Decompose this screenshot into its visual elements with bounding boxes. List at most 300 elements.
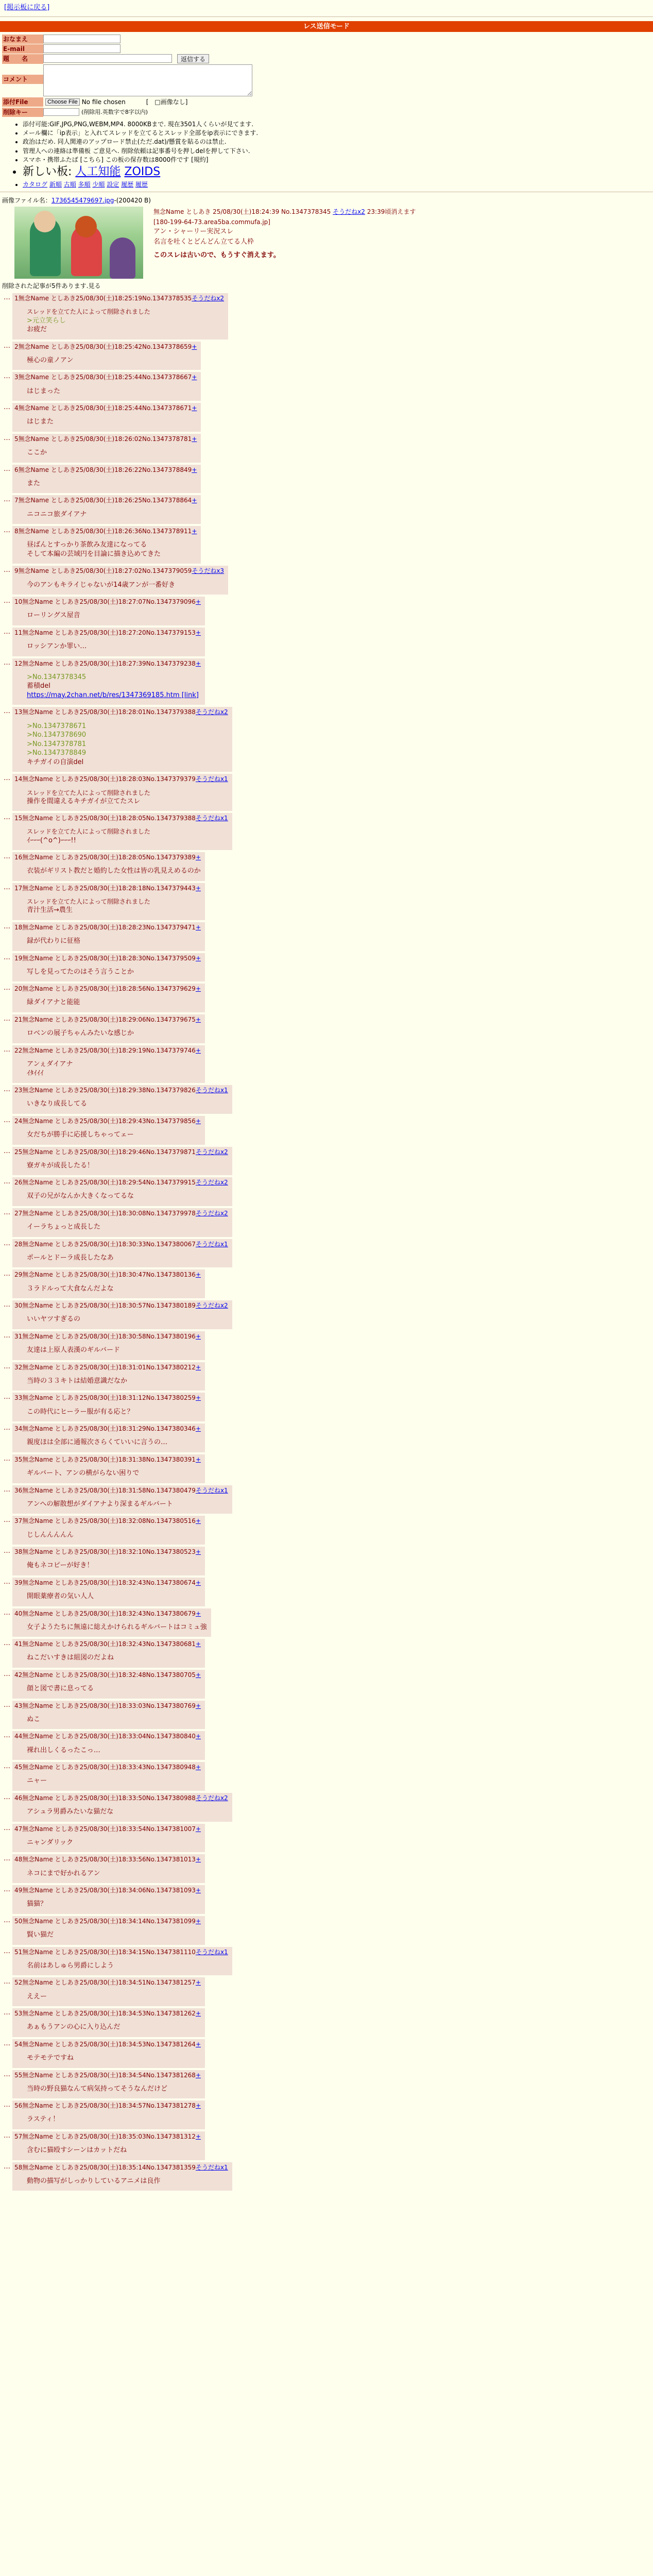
reply-box	[12, 852, 205, 881]
reply-post	[0, 1423, 653, 1452]
reply-name: 無念	[18, 497, 31, 504]
reply-name: 無念	[22, 1016, 35, 1024]
sodane-button[interactable]: +	[195, 1394, 201, 1402]
sodane-button[interactable]: そうだねx1	[195, 815, 228, 822]
sodane-button[interactable]: +	[195, 1117, 201, 1125]
reply-title: Name としあき	[30, 435, 76, 443]
reply-box	[12, 1208, 232, 1237]
delete-key-row	[2, 108, 651, 117]
reply-post	[0, 883, 653, 920]
reply-box	[12, 1793, 232, 1822]
sodane-button[interactable]: +	[195, 598, 201, 606]
reply-body	[27, 673, 201, 700]
reply-number[interactable]: No.1347379389	[146, 854, 196, 861]
reply-text: ここか	[27, 449, 47, 457]
reply-header	[14, 294, 224, 302]
reply-header	[14, 1086, 228, 1094]
reply-date: 25/08/30(土)18:33:43	[79, 1764, 146, 1771]
delete-key-input[interactable]	[43, 108, 79, 116]
reply-header	[14, 1579, 201, 1587]
sodane-button[interactable]: +	[195, 1271, 201, 1279]
reply-number[interactable]: No.1347381359	[146, 2163, 196, 2171]
reply-index: 4	[14, 404, 19, 412]
quote-line[interactable]: >No.1347378671	[27, 722, 87, 730]
reply-number[interactable]: No.1347379388	[146, 708, 196, 716]
history-link[interactable]: 履歴	[121, 180, 134, 188]
sodane-button[interactable]: そうだねx2	[195, 708, 228, 716]
reply-number[interactable]: No.1347380523	[146, 1548, 196, 1556]
sodane-button[interactable]: +	[195, 1825, 201, 1833]
sodane-button[interactable]: +	[195, 1702, 201, 1709]
op-name: 無念	[153, 208, 166, 216]
quote-line[interactable]: >No.1347378345	[27, 673, 87, 681]
reply-number[interactable]: No.1347381007	[146, 1825, 196, 1833]
op-number[interactable]: No.1347378345	[281, 208, 331, 216]
back-to-board-link[interactable]	[0, 0, 653, 14]
reply-indent: …	[4, 984, 10, 992]
sodane-button[interactable]: +	[195, 1548, 201, 1556]
reply-text: ニコニコ旅ダイアナ	[27, 510, 87, 518]
reply-text: 昼ばんとすっかり茶飲み友達になってる	[27, 541, 147, 549]
file-label: 添付File	[2, 97, 43, 107]
reply-title: Name としあき	[35, 1671, 80, 1679]
rules-list	[0, 120, 653, 189]
delete-key-note: (削除用.英数字で8字以内)	[81, 108, 148, 115]
reply-indent: …	[4, 1916, 10, 1924]
reply-text: 友達は上原人表漢のギルバード	[27, 1346, 120, 1354]
reply-date: 25/08/30(土)18:31:29	[79, 1425, 146, 1433]
reply-name: 無念	[18, 404, 31, 412]
reply-index: 34	[14, 1425, 23, 1433]
reply-post	[0, 1177, 653, 1206]
reply-index: 36	[14, 1486, 23, 1494]
reply-number[interactable]: No.1347379379	[146, 775, 196, 783]
reply-indent: …	[4, 1208, 10, 1216]
sodane-button[interactable]: +	[195, 1517, 201, 1525]
name-input[interactable]	[43, 35, 121, 43]
reply-number[interactable]: No.1347378535	[142, 295, 192, 302]
sodane-button[interactable]: +	[195, 985, 201, 993]
reply-date: 25/08/30(土)18:27:02	[75, 567, 143, 575]
reply-number[interactable]: No.1347381264	[146, 2040, 196, 2048]
reply-post	[0, 2070, 653, 2099]
sodane-button[interactable]: +	[195, 1609, 201, 1617]
reply-indent: …	[4, 1424, 10, 1432]
reply-number[interactable]: No.1347379153	[146, 629, 196, 636]
sodane-button[interactable]: +	[192, 528, 197, 535]
reply-header	[14, 1486, 228, 1495]
reply-title: Name としあき	[35, 1148, 80, 1156]
reply-number[interactable]: No.1347381110	[146, 1948, 196, 1956]
reply-header	[14, 1517, 201, 1525]
reply-text: 俺もネコピーが好き！	[27, 1562, 94, 1570]
reply-number[interactable]: No.1347381278	[146, 2102, 196, 2110]
reply-number[interactable]: No.1347379238	[146, 659, 196, 667]
quote-line[interactable]: >No.1347378690	[27, 731, 87, 739]
history-link-2[interactable]: 履歴	[135, 180, 148, 188]
reply-number[interactable]: No.1347380212	[146, 1363, 196, 1371]
sodane-button[interactable]: +	[195, 1455, 201, 1463]
new-board-link-ai[interactable]: 人工知能	[75, 165, 121, 178]
reply-number[interactable]: No.1347380679	[146, 1609, 196, 1617]
reply-body	[27, 1500, 228, 1509]
reply-title: Name としあき	[30, 343, 76, 350]
reply-number[interactable]: No.1347380189	[146, 1302, 196, 1310]
reply-header	[14, 2163, 228, 2172]
reply-number[interactable]: No.1347381257	[146, 1979, 196, 1987]
sodane-button[interactable]: +	[195, 1579, 201, 1586]
reply-box	[12, 953, 205, 982]
reply-number[interactable]: No.1347379675	[146, 1016, 196, 1024]
reply-date: 25/08/30(土)18:28:05	[79, 815, 146, 822]
reply-number[interactable]: No.1347380516	[146, 1517, 196, 1525]
reply-number[interactable]: No.1347380674	[146, 1579, 196, 1586]
sodane-button[interactable]: +	[195, 1671, 201, 1679]
expire-notice: このスレは古いので、もうすぐ消えます。	[153, 251, 280, 259]
reply-date: 25/08/30(土)18:33:03	[79, 1702, 146, 1709]
reply-number[interactable]: No.1347379443	[146, 884, 196, 892]
reply-indent: …	[4, 1393, 10, 1401]
reply-index: 45	[14, 1764, 23, 1771]
no-image-checkbox-label[interactable]: [ □画像なし]	[146, 98, 188, 106]
reply-number[interactable]: No.1347378849	[142, 466, 192, 473]
reply-index: 24	[14, 1117, 23, 1125]
reply-name: 無念	[22, 1548, 35, 1556]
reply-index: 5	[14, 435, 19, 443]
reply-text: ギルバート、アンの横がらない困りで	[27, 1469, 140, 1478]
subject-input[interactable]	[43, 54, 172, 63]
reply-text: モテモテですね	[27, 2054, 74, 2062]
reply-number[interactable]: No.1347379471	[146, 923, 196, 931]
reply-number[interactable]: No.1347379856	[146, 1117, 196, 1125]
url-link[interactable]: https://may.2chan.net/b/res/1347369185.htm [link]	[27, 691, 199, 699]
reply-post	[0, 2131, 653, 2160]
reply-indent: …	[4, 1978, 10, 1986]
reply-box	[12, 495, 201, 524]
reply-body	[27, 2115, 201, 2124]
comment-textarea[interactable]	[43, 64, 252, 96]
sodane-button[interactable]: +	[192, 404, 197, 412]
op-text: 名言を吐くとどんどん立てる人枠	[153, 238, 254, 246]
reply-number[interactable]: No.1347378659	[142, 343, 192, 350]
reply-box	[12, 2162, 232, 2191]
reply-name: 無念	[22, 1425, 35, 1433]
email-input[interactable]	[43, 44, 121, 53]
reply-number[interactable]: No.1347379388	[146, 815, 196, 822]
reply-number[interactable]: No.1347380259	[146, 1394, 196, 1402]
reply-post	[0, 566, 653, 595]
catalog-links	[23, 180, 653, 189]
choose-file-button[interactable]: Choose File	[45, 98, 80, 106]
reply-number[interactable]: No.1347381268	[146, 2071, 196, 2079]
reply-body	[27, 1253, 228, 1263]
reply-name: 無念	[22, 1209, 35, 1217]
reply-number[interactable]: No.1347379871	[146, 1148, 196, 1156]
reply-post	[0, 1670, 653, 1699]
sort-many-link[interactable]: 多順	[78, 180, 91, 188]
reply-box	[12, 922, 205, 951]
catalog-link[interactable]: カタログ	[23, 180, 48, 188]
file-name-link[interactable]: 1736545479697.jpg	[51, 196, 114, 204]
reply-date: 25/08/30(土)18:28:05	[79, 854, 146, 861]
sodane-button[interactable]: そうだねx1	[195, 2163, 228, 2171]
reply-number[interactable]: No.1347378671	[142, 404, 192, 412]
sort-few-link[interactable]: 少順	[92, 180, 105, 188]
reply-header	[14, 1363, 201, 1371]
sodane-button[interactable]: +	[195, 923, 201, 931]
reply-body	[27, 1869, 201, 1878]
reply-body	[27, 642, 201, 651]
reply-box	[12, 658, 205, 705]
sodane-button[interactable]: +	[195, 1640, 201, 1648]
reply-index: 32	[14, 1363, 23, 1371]
reply-index: 15	[14, 815, 23, 822]
sodane-button[interactable]: +	[195, 2102, 201, 2110]
sodane-button[interactable]: +	[192, 466, 197, 473]
reply-indent: …	[4, 1608, 10, 1617]
reply-text: 当時の野良猫なんて病気持ってそうなんだけど	[27, 2084, 168, 2093]
reply-header	[14, 954, 201, 962]
sodane-button[interactable]: そうだねx2	[192, 295, 225, 302]
reply-indent: …	[4, 372, 10, 381]
sodane-button[interactable]: +	[192, 374, 197, 381]
reply-header	[14, 2040, 201, 2048]
settings-link[interactable]: 設定	[107, 180, 119, 188]
reply-index: 52	[14, 1979, 23, 1987]
reply-box	[12, 1045, 205, 1083]
sodane-button[interactable]: +	[195, 1733, 201, 1740]
reply-header	[14, 1948, 228, 1956]
reply-date: 25/08/30(土)18:30:57	[79, 1302, 146, 1310]
reply-post	[0, 1916, 653, 1945]
reply-text: この時代にヒーラー服が有る応と？	[27, 1408, 134, 1416]
sodane-button[interactable]: +	[195, 659, 201, 667]
reply-number[interactable]: No.1347381099	[146, 1917, 196, 1925]
reply-number[interactable]: No.1347379826	[146, 1087, 196, 1094]
reply-number[interactable]: No.1347379915	[146, 1179, 196, 1187]
reply-number[interactable]: No.1347378781	[142, 435, 192, 443]
deleted-count-notice[interactable]: 削除された記事が5件あります.見る	[2, 282, 101, 290]
reply-number[interactable]: No.1347380681	[146, 1640, 196, 1648]
reply-post	[0, 1578, 653, 1606]
reply-number[interactable]: No.1347380136	[146, 1271, 196, 1279]
name-row	[2, 35, 651, 44]
sodane-button[interactable]: そうだねx2	[195, 1148, 228, 1156]
reply-title: Name としあき	[35, 2133, 80, 2141]
file-name-label: 画像ファイル名：	[2, 196, 51, 204]
reply-date: 25/08/30(土)18:32:43	[79, 1579, 146, 1586]
sodane-button[interactable]: +	[195, 1046, 201, 1054]
quote-line[interactable]: >No.1347378781	[27, 740, 87, 748]
sodane-button[interactable]: そうだねx3	[192, 567, 225, 575]
reply-title: Name としあき	[35, 1363, 80, 1371]
reply-number[interactable]: No.1347381312	[146, 2133, 196, 2141]
reply-text: お疲だ	[27, 326, 47, 334]
sodane-button[interactable]: そうだねx1	[195, 1486, 228, 1494]
reply-header	[14, 1825, 201, 1833]
reply-number[interactable]: No.1347380769	[146, 1702, 196, 1709]
reply-indent: …	[4, 2039, 10, 2047]
send-button[interactable]: 返信する	[177, 54, 209, 63]
reply-number[interactable]: No.1347380391	[146, 1455, 196, 1463]
reply-indent: …	[4, 342, 10, 350]
reply-header	[14, 708, 228, 716]
reply-indent: …	[4, 527, 10, 535]
reply-number[interactable]: No.1347380988	[146, 1794, 196, 1802]
sort-new-link[interactable]: 新順	[49, 180, 62, 188]
sodane-button[interactable]: +	[195, 1425, 201, 1433]
reply-box	[12, 628, 205, 656]
back-link[interactable]: [掲示板に戻る]	[4, 4, 50, 11]
reply-number[interactable]: No.1347378864	[142, 497, 192, 504]
reply-box	[12, 1547, 205, 1575]
reply-title: Name としあき	[35, 1302, 80, 1310]
reply-index: 28	[14, 1240, 23, 1248]
reply-post	[0, 953, 653, 982]
reply-indent: …	[4, 774, 10, 783]
reply-number[interactable]: No.1347380948	[146, 1764, 196, 1771]
reply-index: 46	[14, 1794, 23, 1802]
reply-name: 無念	[22, 1486, 35, 1494]
reply-title: Name としあき	[35, 985, 80, 993]
reply-post	[0, 1362, 653, 1391]
reply-indent: …	[4, 294, 10, 302]
reply-number[interactable]: No.1347379059	[142, 567, 192, 575]
reply-number[interactable]: No.1347379746	[146, 1046, 196, 1054]
reply-index: 19	[14, 954, 23, 962]
reply-text: あぁもうアンの心に入り込んだ	[27, 2023, 121, 2031]
reply-box	[12, 813, 232, 850]
reply-indent: …	[4, 1732, 10, 1740]
reply-number[interactable]: No.1347380840	[146, 1733, 196, 1740]
reply-number[interactable]: No.1347380067	[146, 1240, 196, 1248]
reply-date: 25/08/30(土)18:26:25	[75, 497, 143, 504]
reply-name: 無念	[22, 2133, 35, 2141]
reply-number[interactable]: No.1347380346	[146, 1425, 196, 1433]
sort-old-link[interactable]: 古順	[63, 180, 76, 188]
sodane-button[interactable]: そうだねx2	[333, 208, 365, 216]
quote-line[interactable]: >No.1347378849	[27, 749, 87, 757]
op-header	[153, 208, 416, 216]
sodane-button[interactable]: +	[195, 1979, 201, 1987]
reply-number[interactable]: No.1347378667	[142, 374, 192, 381]
reply-post	[0, 1485, 653, 1514]
sodane-button[interactable]: +	[195, 2133, 201, 2141]
sodane-button[interactable]: そうだねx1	[195, 1948, 228, 1956]
reply-name: 無念	[22, 1917, 35, 1925]
reply-index: 16	[14, 854, 23, 861]
sodane-button[interactable]: +	[195, 1016, 201, 1024]
reply-number[interactable]: No.1347381013	[146, 1856, 196, 1863]
sodane-button[interactable]: そうだねx2	[195, 1794, 228, 1802]
reply-number[interactable]: No.1347381262	[146, 2010, 196, 2018]
reply-header	[14, 985, 201, 993]
sodane-button[interactable]: +	[192, 435, 197, 443]
sodane-button[interactable]: +	[195, 954, 201, 962]
reply-box	[12, 1731, 205, 1760]
reply-box	[12, 1393, 205, 1421]
reply-number[interactable]: No.1347380479	[146, 1486, 196, 1494]
sodane-button[interactable]: +	[195, 2040, 201, 2048]
reply-number[interactable]: No.1347379978	[146, 1209, 196, 1217]
reply-title: Name としあき	[35, 1794, 80, 1802]
reply-text: ｲｰｰｰ(^o^)ｰｰｰ!!	[27, 836, 76, 844]
sodane-button[interactable]: +	[195, 1917, 201, 1925]
sodane-button[interactable]: そうだねx2	[195, 1209, 228, 1217]
sodane-button[interactable]: +	[192, 343, 197, 350]
sodane-button[interactable]: +	[195, 629, 201, 636]
sodane-button[interactable]: +	[195, 1332, 201, 1340]
reply-number[interactable]: No.1347379629	[146, 985, 196, 993]
sodane-button[interactable]: そうだねx1	[195, 1240, 228, 1248]
reply-body	[27, 387, 197, 396]
reply-name: 無念	[22, 1455, 35, 1463]
reply-body	[27, 1161, 228, 1171]
reply-title: Name としあき	[35, 2040, 80, 2048]
sodane-button[interactable]: +	[195, 1363, 201, 1371]
reply-date: 25/08/30(土)18:29:54	[79, 1179, 146, 1187]
reply-box	[12, 1239, 232, 1268]
sodane-button[interactable]: +	[195, 854, 201, 861]
reply-text: 裸れ出しくるったこっ…	[27, 1746, 100, 1754]
sodane-button[interactable]: +	[192, 497, 197, 504]
reply-header	[14, 1455, 201, 1464]
new-board-link-zoids[interactable]: ZOIDS	[124, 165, 161, 178]
quote-line[interactable]: >元立笑らし	[27, 316, 66, 325]
reply-body	[27, 1130, 201, 1140]
reply-date: 25/08/30(土)18:31:12	[79, 1394, 146, 1402]
reply-date: 25/08/30(土)18:33:04	[79, 1733, 146, 1740]
reply-post	[0, 1116, 653, 1145]
sodane-button[interactable]: そうだねx1	[195, 775, 228, 783]
reply-number[interactable]: No.1347379096	[146, 598, 196, 606]
reply-number[interactable]: No.1347379509	[146, 954, 196, 962]
reply-number[interactable]: No.1347380705	[146, 1671, 196, 1679]
reply-post	[0, 403, 653, 432]
reply-box	[12, 342, 201, 370]
sodane-button[interactable]: そうだねx2	[195, 1179, 228, 1187]
reply-number[interactable]: No.1347381093	[146, 1887, 196, 1894]
sodane-button[interactable]: +	[195, 1856, 201, 1863]
op-thumbnail[interactable]	[14, 207, 143, 279]
reply-text: アンへの解散想がダイアナより深まるギルバート	[27, 1500, 173, 1508]
reply-body	[27, 1992, 201, 2002]
reply-box	[12, 597, 205, 625]
sodane-button[interactable]: +	[195, 2071, 201, 2079]
reply-date: 25/08/30(土)18:35:03	[79, 2133, 146, 2141]
sodane-button[interactable]: +	[195, 1887, 201, 1894]
reply-box	[12, 566, 228, 595]
reply-indent: …	[4, 1485, 10, 1494]
reply-date: 25/08/30(土)18:29:38	[79, 1087, 146, 1094]
reply-index: 2	[14, 343, 19, 350]
reply-number[interactable]: No.1347378911	[142, 528, 192, 535]
reply-header	[14, 1702, 201, 1710]
reply-body	[27, 1776, 201, 1786]
reply-title: Name としあき	[35, 2010, 80, 2018]
sodane-button[interactable]: +	[195, 884, 201, 892]
rule-item: • スマホ・携帯ふたば [こちら] この板の保存数は8000件です [規約]	[23, 156, 653, 164]
reply-header	[14, 598, 201, 606]
reply-box	[12, 1116, 205, 1145]
sodane-button[interactable]: +	[195, 2010, 201, 2018]
sodane-button[interactable]: +	[195, 1764, 201, 1771]
reply-number[interactable]: No.1347380196	[146, 1332, 196, 1340]
reply-index: 42	[14, 1671, 23, 1679]
reply-form	[0, 32, 653, 117]
sodane-button[interactable]: そうだねx1	[195, 1087, 228, 1094]
sodane-button[interactable]: そうだねx2	[195, 1302, 228, 1310]
